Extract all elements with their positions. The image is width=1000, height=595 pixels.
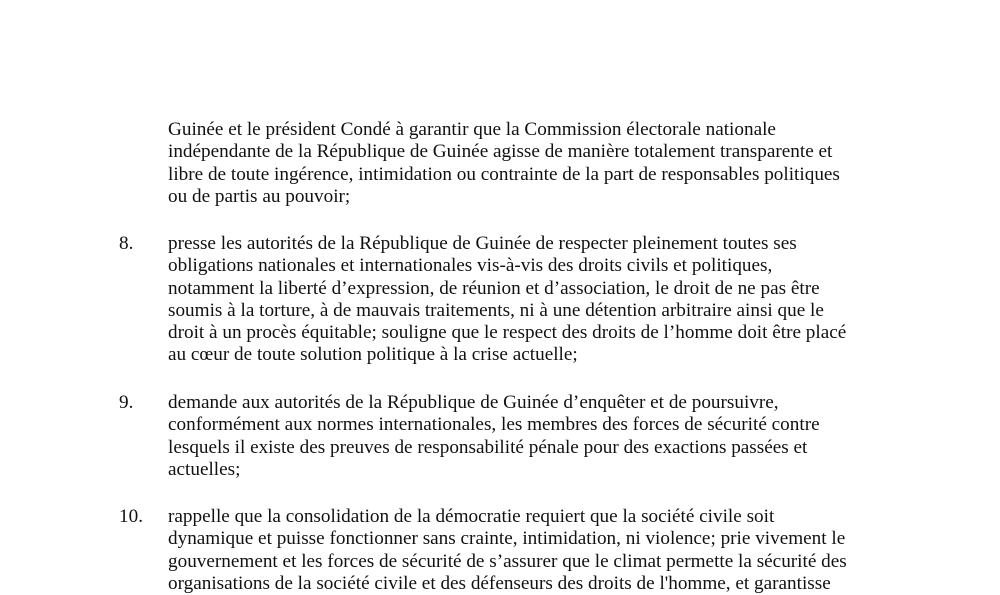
paragraph-line: presse les autorités de la République de Guinée de respecter pleinement toutes ses (168, 233, 797, 254)
paragraph-line: conformément aux normes internationales, les membres des forces de sécurité contre (168, 414, 820, 436)
paragraph-line: lesquels il existe des preuves de responsabilité pénale pour des exactions passées et (168, 436, 808, 458)
paragraph-line: au cœur de toute solution politique à la crise actuelle; (168, 344, 578, 366)
paragraph-line: droit à un procès équitable; souligne que le respect des droits de l’homme doit être placé (168, 322, 847, 344)
paragraph-number: 9. (119, 392, 134, 413)
paragraph-line: ou de partis au pouvoir; (168, 185, 351, 207)
paragraph-line: gouvernement et les forces de sécurité de s’assurer que le climat permette la sécurité des (168, 550, 847, 572)
paragraph-line: actuelles; (168, 458, 241, 480)
paragraph-line: notamment la liberté d’expression, de réunion et d’association, le droit de ne pas être (168, 277, 820, 299)
paragraph-line: dynamique et puisse fonctionner sans crainte, intimidation, ni violence; prie vivement le (168, 528, 846, 550)
paragraph-line: Guinée et le président Condé à garantir que la Commission électorale nationale (168, 119, 776, 140)
paragraph-line: obligations nationales et internationales vis-à-vis des droits civils et politiques, (168, 255, 773, 277)
paragraph-9 (168, 392, 898, 481)
paragraph-line: demande aux autorités de la République de Guinée d’enquêter et de poursuivre, (168, 392, 779, 413)
paragraph-number: 8. (119, 233, 134, 254)
paragraph-number: 10. (119, 506, 143, 527)
paragraph-line: soumis à la torture, à de mauvais traitements, ni à une détention arbitraire ainsi que le (168, 299, 824, 321)
paragraph-10 (168, 506, 898, 595)
continuation-paragraph (168, 119, 898, 208)
paragraph-line: libre de toute ingérence, intimidation ou contrainte de la part de responsables politiques (168, 163, 840, 185)
paragraph-8 (168, 233, 898, 367)
paragraph-line: organisations de la société civile et des défenseurs des droits de l'homme, et garantisse (168, 572, 831, 594)
paragraph-line: rappelle que la consolidation de la démocratie requiert que la société civile soit (168, 506, 775, 527)
paragraph-line: indépendante de la République de Guinée agisse de manière totalement transparente et (168, 141, 833, 163)
